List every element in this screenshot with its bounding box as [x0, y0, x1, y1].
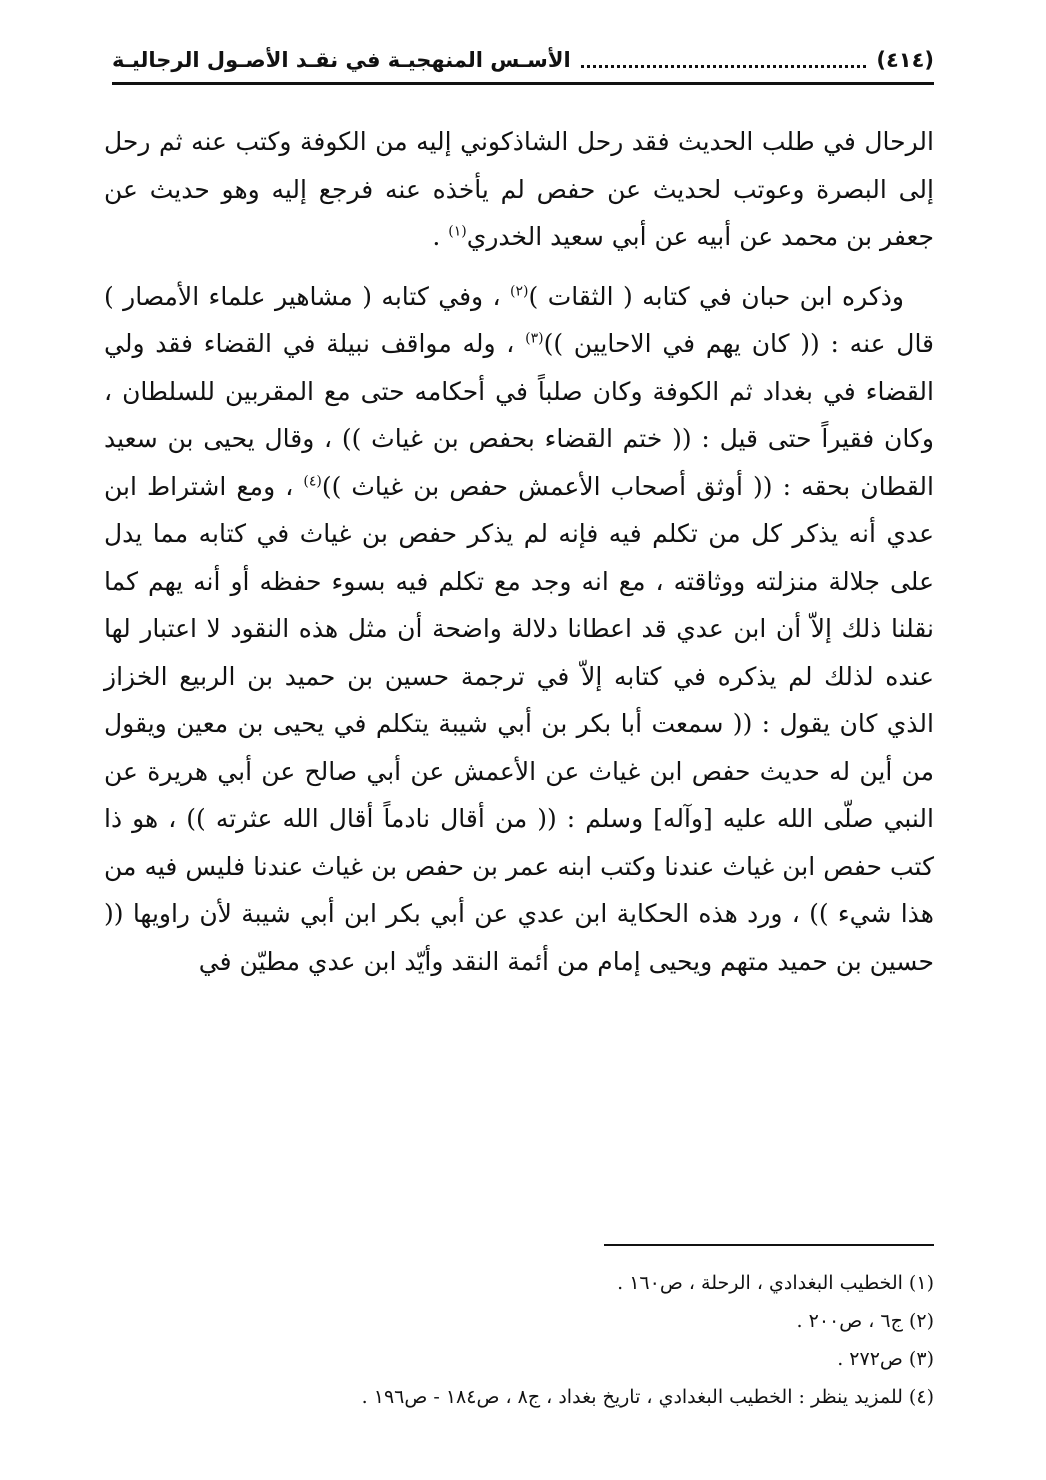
footnote: (٣) ص٢٧٢ .	[837, 1348, 934, 1370]
paragraph	[104, 118, 934, 261]
footnote-ref: (٢)	[510, 283, 529, 300]
footnote-ref: (١)	[448, 223, 467, 240]
main-text	[104, 118, 934, 997]
running-title: الأسـس المنهجيـة في نقـد الأصـول الرجاليـة	[112, 48, 571, 72]
footnote-ref: (٤)	[303, 473, 322, 490]
footnote: (١) الخطيب البغدادي ، الرحلة ، ص١٦٠ .	[617, 1272, 934, 1294]
paragraph-text: الرحال في طلب الحديث فقد رحل الشاذكوني إليه من الكوفة وكتب عنه ثم رحل إلى البصرة وعوتب لحديث عن حفص لم يأخذه عنه فرجع إليه وهو حديث عن جعفر بن محمد عن أبيه عن أبي سعيد الخدري	[104, 127, 934, 251]
paragraph-text: ، وفي كتابه ( مشاهير علماء الأمصار ) قال عنه : (( كان يهم في الاحايين ))	[104, 281, 935, 358]
page-number: (٤١٤)	[876, 48, 934, 72]
paragraph-text: .	[432, 222, 449, 251]
footnote-ref: (٣)	[525, 330, 544, 347]
paragraph-text: وذكره ابن حبان في كتابه ( الثقات )	[528, 281, 904, 311]
footnote: (٢) ج٦ ، ص٢٠٠ .	[796, 1310, 934, 1332]
footnote: (٤) للمزيد ينظر : الخطيب البغدادي ، تاريخ بغداد ، ج٨ ، ص١٨٤ - ص١٩٦ .	[361, 1386, 934, 1408]
paragraph	[104, 273, 934, 986]
paragraph-text: ، ومع اشتراط ابن عدي أنه يذكر كل من تكلم فيه فإنه لم يذكر حفص بن غياث في كتابه مما يدل على جلالة منزلته ووثاقته ، مع انه وجد مع تكلم فيه بسوء حفظه أو أنه يهم كما نقلنا ذلك إلاّ أن ابن عدي قد اعطانا دلالة واضحة أن مثل هذه النقود لا اعتبار لها عنده لذلك لم يذكره في كتابه إلاّ في ترجمة حسين بن حميد بن الربيع الخزاز الذي كان يقول : (( سمعت أبا بكر بن أبي شيبة يتكلم في يحيى بن معين ويقول من أين له حديث حفص ابن غياث عن الأعمش عن أبي صالح عن أبي هريرة عن النبي صلّى الله عليه [وآله] وسلم : (( من أقال نادماً أقال الله عثرته )) ، هو ذا كتب حفص ابن غياث عندنا وكتب ابنه عمر بن حفص بن غياث عندنا فليس فيه من هذا شيء )) ، ورد هذه الحكاية ابن عدي عن أبي بكر ابن أبي شيبة لأن راويها (( حسين بن حميد متهم ويحيى إمام من أئمة النقد وأيّد ابن عدي مطيّن في	[104, 471, 934, 976]
footnotes	[112, 1264, 934, 1416]
header-dot-leader	[581, 65, 867, 68]
running-header	[112, 40, 934, 80]
footnote-separator	[604, 1244, 934, 1246]
paragraph-text: ، وله مواقف نبيلة في القضاء فقد ولي القضاء في بغداد ثم الكوفة وكان صلباً في أحكامه حتى مع المقربين للسلطان ، وكان فقيراً حتى قيل : (( ختم القضاء بحفص بن غياث )) ، وقال يحيى بن سعيد القطان بحقه : (( أوثق أصحاب الأعمش حفص بن غياث ))	[104, 329, 934, 501]
header-rule	[112, 82, 934, 85]
